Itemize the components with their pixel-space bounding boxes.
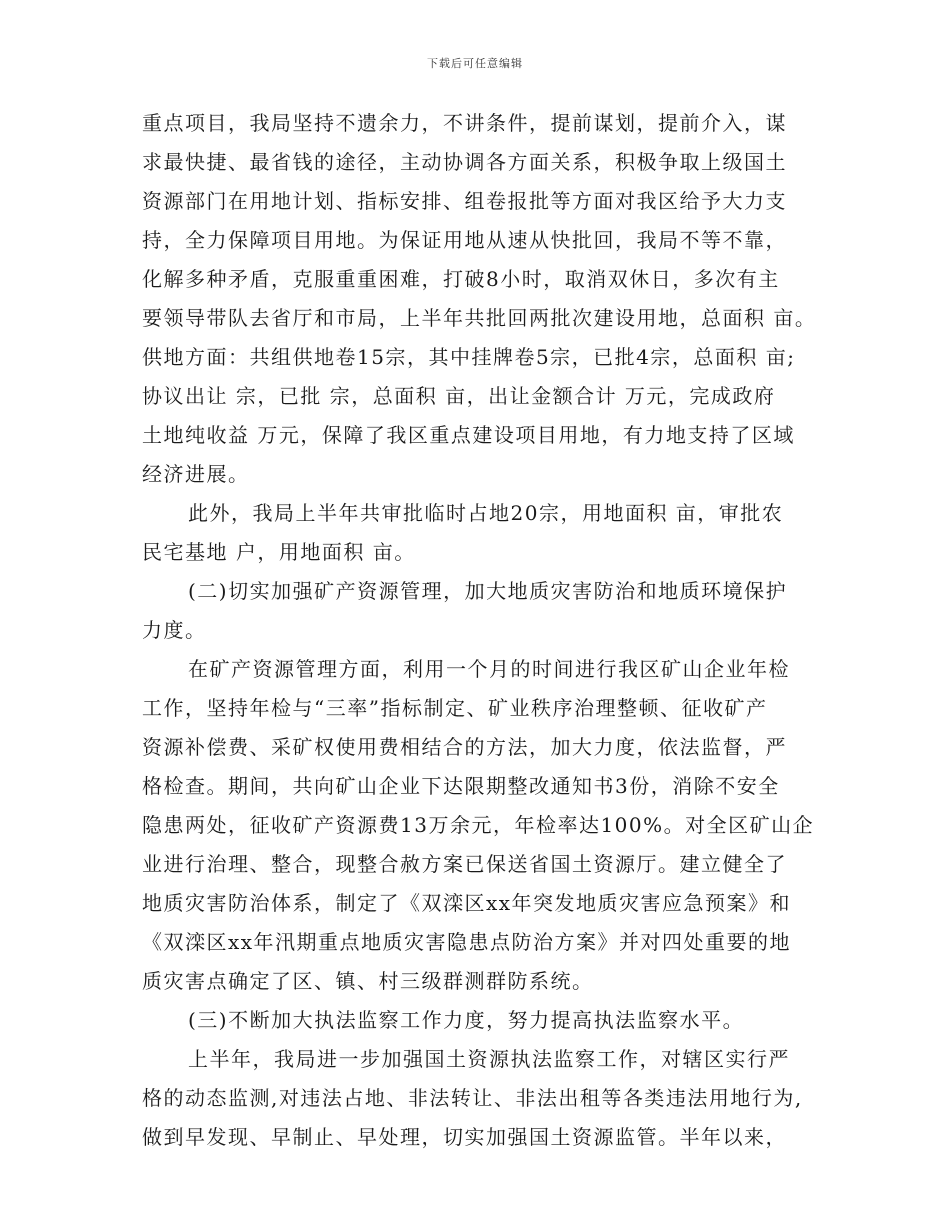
text-line: 资源部门在用地计划、指标安排、组卷报批等方面对我区给予大力支	[142, 189, 787, 213]
text-line: 上半年，我局进一步加强国土资源执法监察工作，对辖区实行严	[188, 1047, 790, 1071]
text-line: 格检查。期间，共向矿山企业下达限期整改通知书3份，消除不安全	[142, 774, 780, 798]
document-body	[142, 104, 842, 1157]
text-line: 做到早发现、早制止、早处理，切实加强国土资源监管。半年以来，	[142, 1125, 787, 1149]
text-line: 资源补偿费、采矿权使用费相结合的方法，加大力度，依法监督，严	[142, 735, 787, 759]
text-line: 供地方面：共组供地卷15宗，其中挂牌卷5宗，已批4宗，总面积 亩;	[142, 345, 796, 369]
section-heading-line: (二)切实加强矿产资源管理，加大地质灾害防治和地质环境保护	[188, 579, 788, 603]
text-line: 业进行治理、整合，现整合赦方案已保送省国土资源厅。建立健全了	[142, 852, 787, 876]
text-line: 要领导带队去省厅和市局，上半年共批回两批次建设用地，总面积 亩。	[142, 306, 817, 330]
text-line: 地质灾害防治体系，制定了《双滦区xx年突发地质灾害应急预案》和	[142, 891, 792, 915]
text-line: 协议出让 宗，已批 宗，总面积 亩，出让金额合计 万元，完成政府	[142, 384, 776, 408]
text-line: 隐患两处，征收矿产资源费13万余元，年检率达100%。对全区矿山企	[142, 813, 815, 837]
text-line: 质灾害点确定了区、镇、村三级群测群防系统。	[142, 969, 594, 993]
text-line: 工作，坚持年检与“三率”指标制定、矿业秩序治理整顿、征收矿产	[142, 696, 768, 720]
section-heading-line: (三)不断加大执法监察工作力度，努力提高执法监察水平。	[188, 1008, 745, 1032]
section-heading-line: 力度。	[142, 618, 207, 642]
text-line: 此外，我局上半年共审批临时占地20宗，用地面积 亩，审批农	[188, 501, 784, 525]
text-line: 求最快捷、最省钱的途径，主动协调各方面关系，积极争取上级国土	[142, 150, 787, 174]
text-line: 民宅基地 户，用地面积 亩。	[142, 540, 416, 564]
text-line: 《双滦区xx年汛期重点地质灾害隐患点防治方案》并对四处重要的地	[142, 930, 792, 954]
text-line: 土地纯收益 万元，保障了我区重点建设项目用地，有力地支持了区域	[142, 423, 795, 447]
text-line: 经济进展。	[142, 462, 250, 486]
page-header: 下载后可任意编辑	[427, 57, 523, 70]
text-line: 化解多种矛盾，克服重重困难，打破8小时，取消双休日，多次有主	[142, 267, 780, 291]
text-line: 持，全力保障项目用地。为保证用地从速从快批回，我局不等不靠，	[142, 228, 787, 252]
text-line: 重点项目，我局坚持不遗余力，不讲条件，提前谋划，提前介入，谋	[142, 111, 787, 135]
text-line: 在矿产资源管理方面，利用一个月的时间进行我区矿山企业年检	[188, 657, 790, 681]
text-line: 格的动态监测,对违法占地、非法转让、非法出租等各类违法用地行为,	[142, 1086, 803, 1110]
